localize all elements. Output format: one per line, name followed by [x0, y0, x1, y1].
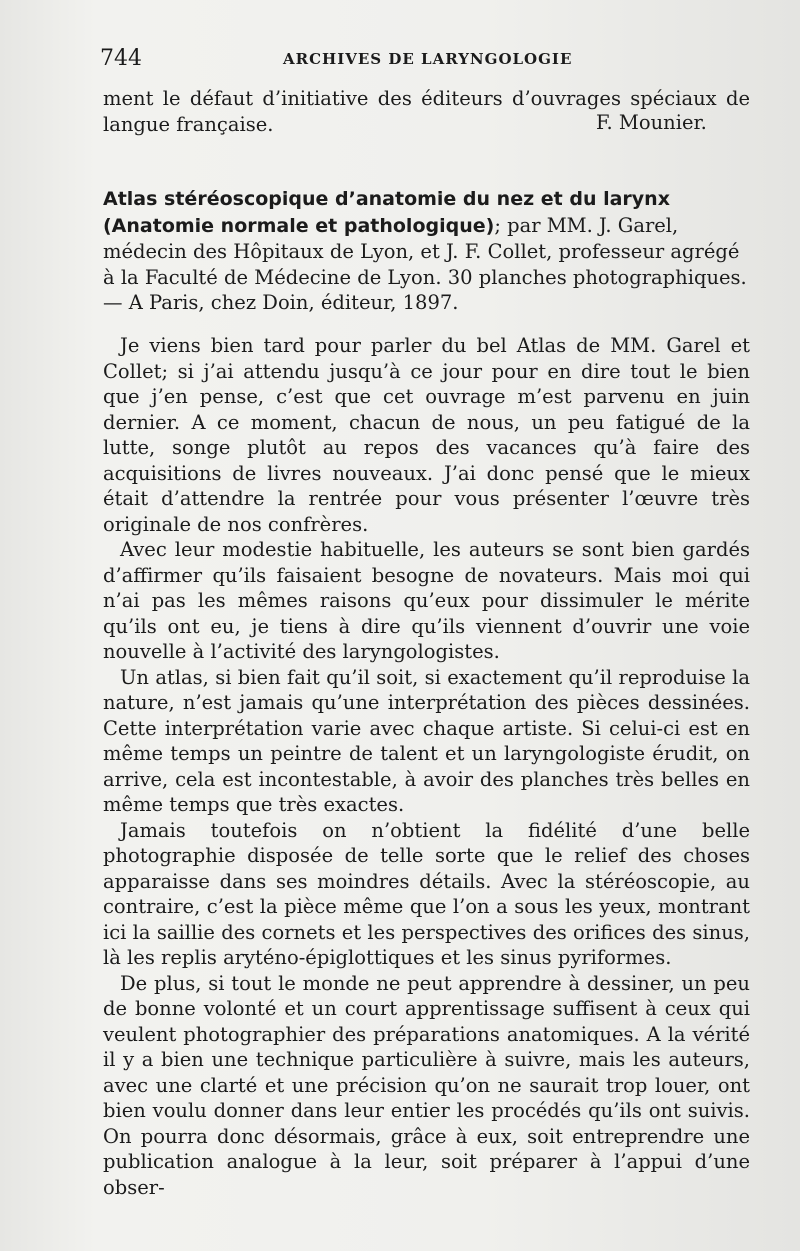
- body-paragraph: Un atlas, si bien fait qu’il soit, si exactement qu’il reproduise la nature, n’est jamais qu’une interprétation des pièces dessinées. Cette interprétation varie avec chaque artiste. Si celui-ci est en même temps un peintre de talent et un laryngologiste érudit, on arrive, cela est incontestable, à avoir des planches très belles en même temps que très exactes.: [103, 665, 750, 816]
- running-title: ARCHIVES DE LARYNGOLOGIE: [283, 50, 573, 68]
- author-signature: F. Mounier.: [596, 111, 707, 134]
- review-citation: ; par MM. J. Garel, médecin des Hôpitaux de Lyon, et J. F. Collet, professeur agrégé à la Faculté de Médecine de Lyon. 30 planches photographiques. — A Paris, chez Doin, éditeur, 1897.: [103, 213, 747, 314]
- page-number: 744: [100, 46, 142, 71]
- body-paragraph: De plus, si tout le monde ne peut apprendre à dessiner, un peu de bonne volonté et un court apprentissage suffisent à ceux qui veulent photographier des préparations anatomiques. A la vérité il y a bien une technique particulière à suivre, mais les auteurs, avec une clarté et une précision qu’on ne saurait trop louer, ont bien voulu donner dans leur entier les procédés qu’ils ont suivis. On pourra donc désormais, grâce à eux, soit entreprendre une publication analogue à la leur, soit préparer à l’appui d’une obser-: [103, 971, 750, 1199]
- review-heading: [103, 186, 750, 316]
- body-paragraph: Je viens bien tard pour parler du bel Atlas de MM. Garel et Collet; si j’ai attendu jusqu’à ce jour pour en dire tout le bien que j’en pense, c’est que cet ouvrage m’est parvenu en juin dernier. A ce moment, chacun de nous, un peu fatigué de la lutte, songe plutôt au repos des vacances qu’à faire des acquisitions de livres nouveaux. J’ai donc pensé que le mieux était d’attendre la rentrée pour vous présenter l’œuvre très originale de nos confrères.: [103, 334, 750, 536]
- review-body: [103, 333, 750, 1200]
- body-paragraph: Jamais toutefois on n’obtient la fidélité d’une belle photographie disposée de telle sorte que le relief des choses apparaisse dans ses moindres détails. Avec la stéréoscopie, au contraire, c’est la pièce même que l’on a sous les yeux, montrant ici la saillie des cornets et les perspectives des orifices des sinus, là les replis aryténo-épiglottiques et les sinus pyriformes.: [103, 818, 750, 969]
- review-title: Atlas stéréoscopique d’anatomie du nez et du larynx (Anatomie normale et pathologique): [103, 188, 670, 237]
- page-header: [100, 46, 750, 76]
- intro-paragraph: ment le défaut d’initiative des éditeurs d’ouvrages spéciaux de langue française.: [103, 87, 750, 136]
- body-paragraph: Avec leur modestie habituelle, les auteurs se sont bien gardés d’affirmer qu’ils faisaient besogne de novateurs. Mais moi qui n’ai pas les mêmes raisons qu’eux pour dissimuler le mérite qu’ils ont eu, je tiens à dire qu’ils viennent d’ouvrir une voie nouvelle à l’activité des laryngologistes.: [103, 538, 750, 663]
